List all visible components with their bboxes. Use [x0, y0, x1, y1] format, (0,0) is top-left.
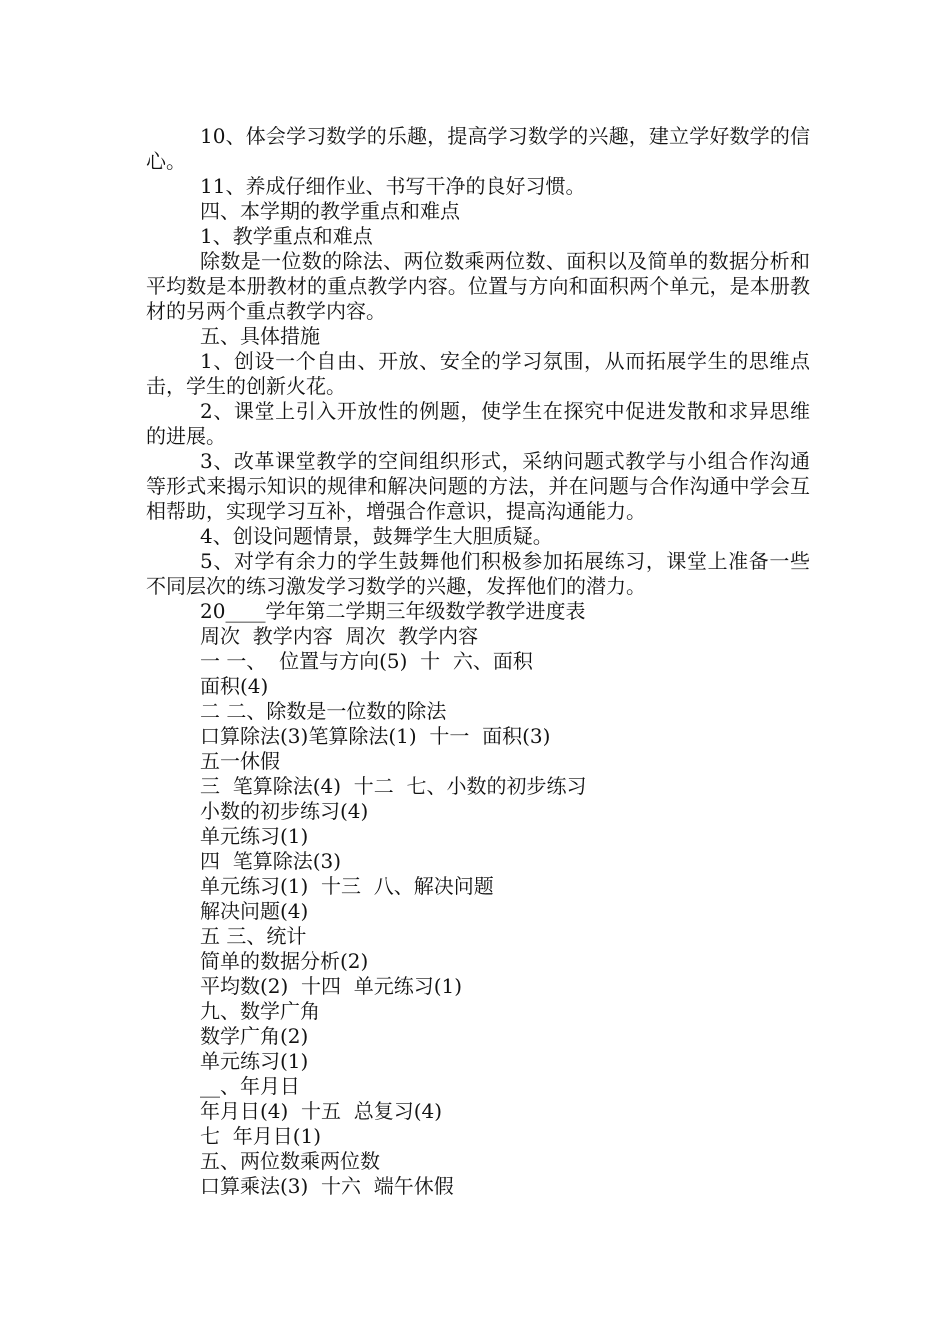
schedule-line: 五 三、统计 — [200, 924, 307, 948]
schedule-line: 数学广角(2) — [200, 1024, 309, 1048]
paragraph-goal-10: 10、体会学习数学的乐趣，提高学习数学的兴趣，建立学好数学的信心。 — [146, 124, 810, 173]
paragraph-goal-11: 11、养成仔细作业、书写干净的良好习惯。 — [200, 174, 586, 198]
schedule-line: 单元练习(1) — [200, 824, 309, 848]
paragraph-measure-5: 5、对学有余力的学生鼓舞他们积极参加拓展练习，课堂上准备一些不同层次的练习激发学习数学的兴趣，发挥他们的潜力。 — [146, 549, 810, 598]
schedule-line: 单元练习(1) 十三 八、解决问题 — [200, 874, 494, 898]
schedule-line: 简单的数据分析(2) — [200, 949, 369, 973]
schedule-lines — [146, 624, 810, 1199]
schedule-line: 小数的初步练习(4) — [200, 799, 369, 823]
schedule-line: 五一休假 — [200, 749, 280, 773]
document-page — [146, 124, 810, 1199]
schedule-line: 解决问题(4) — [200, 899, 309, 923]
schedule-line: 年月日(4) 十五 总复习(4) — [200, 1099, 443, 1123]
schedule-line: 一 一、 位置与方向(5) 十 六、面积 — [200, 649, 533, 673]
schedule-line: 七 年月日(1) — [200, 1124, 322, 1148]
schedule-line: 口算乘法(3) 十六 端午休假 — [200, 1174, 454, 1198]
paragraph-key-points: 除数是一位数的除法、两位数乘两位数、面积以及简单的数据分析和平均数是本册教材的重点教学内容。位置与方向和面积两个单元，是本册教材的另两个重点教学内容。 — [146, 249, 810, 323]
subheading-key-points: 1、教学重点和难点 — [200, 224, 373, 248]
section-heading-key-points: 四、本学期的教学重点和难点 — [200, 199, 460, 223]
schedule-line: 三 笔算除法(4) 十二 七、小数的初步练习 — [200, 774, 587, 798]
schedule-line: 平均数(2) 十四 单元练习(1) — [200, 974, 463, 998]
schedule-line: 周次 教学内容 周次 教学内容 — [200, 624, 479, 648]
schedule-line: 口算除法(3)笔算除法(1) 十一 面积(3) — [200, 724, 551, 748]
schedule-line: 五、两位数乘两位数 — [200, 1149, 380, 1173]
schedule-title: 20____学年第二学期三年级数学教学进度表 — [200, 599, 586, 623]
schedule-line: 二 二、除数是一位数的除法 — [200, 699, 447, 723]
paragraph-measure-2: 2、课堂上引入开放性的例题，使学生在探究中促进发散和求异思维的进展。 — [146, 399, 810, 448]
schedule-line: __、年月日 — [200, 1074, 300, 1098]
schedule-line: 四 笔算除法(3) — [200, 849, 342, 873]
paragraph-measure-3: 3、改革课堂教学的空间组织形式，采纳问题式教学与小组合作沟通等形式来揭示知识的规律和解决问题的方法，并在问题与合作沟通中学会互相帮助，实现学习互补，增强合作意识，提高沟通能力。 — [146, 449, 810, 523]
schedule-line: 单元练习(1) — [200, 1049, 309, 1073]
paragraph-measure-4: 4、创设问题情景，鼓舞学生大胆质疑。 — [200, 524, 553, 548]
section-heading-measures: 五、具体措施 — [200, 324, 320, 348]
paragraph-measure-1: 1、创设一个自由、开放、安全的学习氛围，从而拓展学生的思维点击，学生的创新火花。 — [146, 349, 810, 398]
schedule-line: 面积(4) — [200, 674, 269, 698]
schedule-line: 九、数学广角 — [200, 999, 320, 1023]
